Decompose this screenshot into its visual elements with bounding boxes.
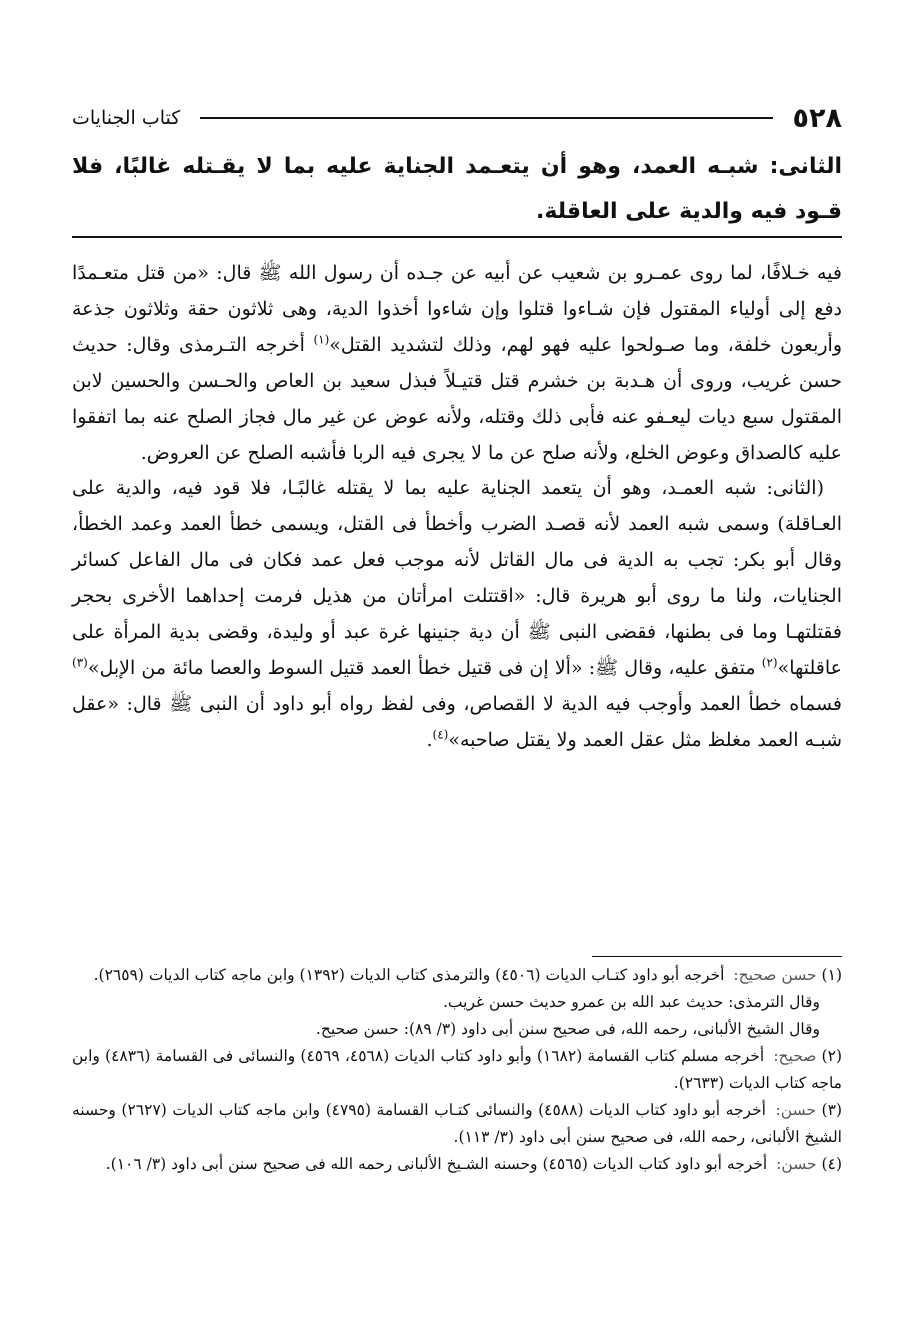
footnote-1-note-2: وقال الشيخ الألبانى، رحمه الله، فى صحيح سنن أبى داود (٣/ ٨٩): حسن صحيح.: [315, 1020, 820, 1038]
footnote-ref-2: (٢): [761, 655, 778, 670]
paragraph-2-text-b: متفق عليه، وقال ﷺ: «ألا إن فى قتيل خطأ العمد قتيل السوط والعصا مائة من الإبل»: [87, 656, 762, 679]
footnote-text: أخرجه أبو داود كتاب الديات (٤٥٨٨) والنسائى كتـاب القسامة (٤٧٩٥) وابن ماجه كتاب الديات (٢٦٢٧) وحسنه الشيخ الألبانى، رحمه الله، فى صحيح سنن أبى داود (٣/ ١١٣).: [72, 1101, 842, 1146]
paragraph-2-text-c: فسماه خطأ العمد وأوجب فيه الدية لا القصاص، وفى لفظ رواه أبو داود أن النبى ﷺ قال: «عقل شبـه العمد مغلظ مثل عقل العمد ولا يقتل صاحبه»: [72, 692, 842, 751]
matn-text: الثانى: شبـه العمد، وهو أن يتعـمد الجناية عليه بما لا يقـتله غالبًا، فلا قـود فيه والدية على العاقلة.: [72, 154, 842, 224]
hadith-grade: حسن صحيح:: [733, 966, 817, 984]
paragraph-2-text-d: .: [426, 728, 433, 751]
page-number: ٥٢٨: [792, 102, 842, 134]
paragraph-2-text-a: (الثانى: شبه العمـد، وهو أن يتعمد الجناية عليه بما لا يقتله غالبًـا، فلا قود فيه، والدية على العـاقلة) وسمى شبه العمد لأنه قصـد الضرب وأخطأ فى القتل، ويسمى خطأ العمد وعمد الخطأ، وقال أبو بكر: تجب به الدية فى مال القاتل لأنه موجب فعل عمد فكان فى مال الفاعل كسائر الجنايات، ولنا ما روى أبو هريرة قال: «اقتتلت امرأتان من هذيل فرمت إحداهما الأخرى بحجر فقتلتهـا وما فى بطنها، فقضى النبى ﷺ أن دية جنينها غرة عبد أو وليدة، وقضى بدية المرأة على عاقلتها»: [72, 477, 842, 679]
footnote-number: (١): [821, 966, 842, 984]
footnotes: [72, 962, 842, 1178]
header-divider: [200, 117, 772, 119]
hadith-grade: حسن:: [776, 1155, 817, 1173]
paragraph-1-text-b: أخرجه التـرمذى وقال: حديث حسن غريب، وروى أن هـدبة بن خشرم قتل قتيـلاً فبذل سعيد بن العاص والحـسن والحسين لابن المقتول سبع ديات ليعـفو عنه فأبى ذلك وقتله، ولأنه عوض عن غير مال فجاز الصلح عنه بما اتفقوا عليه كالصداق وعوض الخلع، ولأنه صلح عن ما لا يجرى فيه الربا فأشبه الصلح عن العروض.: [72, 333, 842, 464]
footnote-ref-1: (١): [313, 332, 330, 347]
commentary-paragraph-2: [72, 471, 842, 758]
commentary-body: [72, 256, 842, 759]
hadith-grade: صحيح:: [773, 1047, 817, 1065]
footnote-number: (٣): [821, 1101, 842, 1119]
paragraph-1-text-a: فيه خـلافًا، لما روى عمـرو بن شعيب عن أبيه عن جـده أن رسول الله ﷺ قال: «من قتل متعـمدًا دفع إلى أولياء المقتول فإن شـاءوا قتلوا وإن شاءوا أخذوا الدية، وهى ثلاثون حقة وثلاثون جذعة وأربعون خلفة، وما صـولحوا عليه فهو لهم، وذلك لتشديد القتل»: [72, 262, 842, 356]
footnote-text: أخرجه أبو داود كتـاب الديات (٤٥٠٦) والترمذى كتاب الديات (١٣٩٢) وابن ماجه كتاب الديات (٢٦٥٩).: [93, 966, 725, 984]
footnote-ref-3: (٣): [72, 655, 88, 670]
matn-divider: [72, 236, 842, 238]
footnote-2: [72, 1043, 842, 1097]
footnote-ref-4: (٤): [432, 727, 449, 742]
footnote-1: [72, 962, 842, 989]
footnote-number: (٢): [821, 1047, 842, 1065]
footnote-3: [72, 1097, 842, 1151]
page-header: [72, 98, 842, 138]
footnote-text: أخرجه مسلم كتاب القسامة (١٦٨٢) وأبو داود كتاب الديات (٤٥٦٨، ٤٥٦٩) والنسائى فى القسامة (٤٨٣٦) وابن ماجه كتاب الديات (٢٦٣٣).: [72, 1047, 842, 1092]
footnote-text: أخرجه أبو داود كتاب الديات (٤٥٦٥) وحسنه الشـيخ الألبانى رحمه الله فى صحيح سنن أبى داود (٣/ ١٠٦).: [105, 1155, 768, 1173]
footnote-number: (٤): [821, 1155, 842, 1173]
hadith-grade: حسن:: [775, 1101, 816, 1119]
commentary-paragraph-1: [72, 256, 842, 471]
footnote-4: [72, 1151, 842, 1178]
running-title: كتاب الجنايات: [72, 107, 181, 129]
footnote-1-note-1: وقال الترمذى: حديث عبد الله بن عمرو حديث حسن غريب.: [443, 993, 820, 1011]
footnote-divider: [592, 956, 842, 957]
